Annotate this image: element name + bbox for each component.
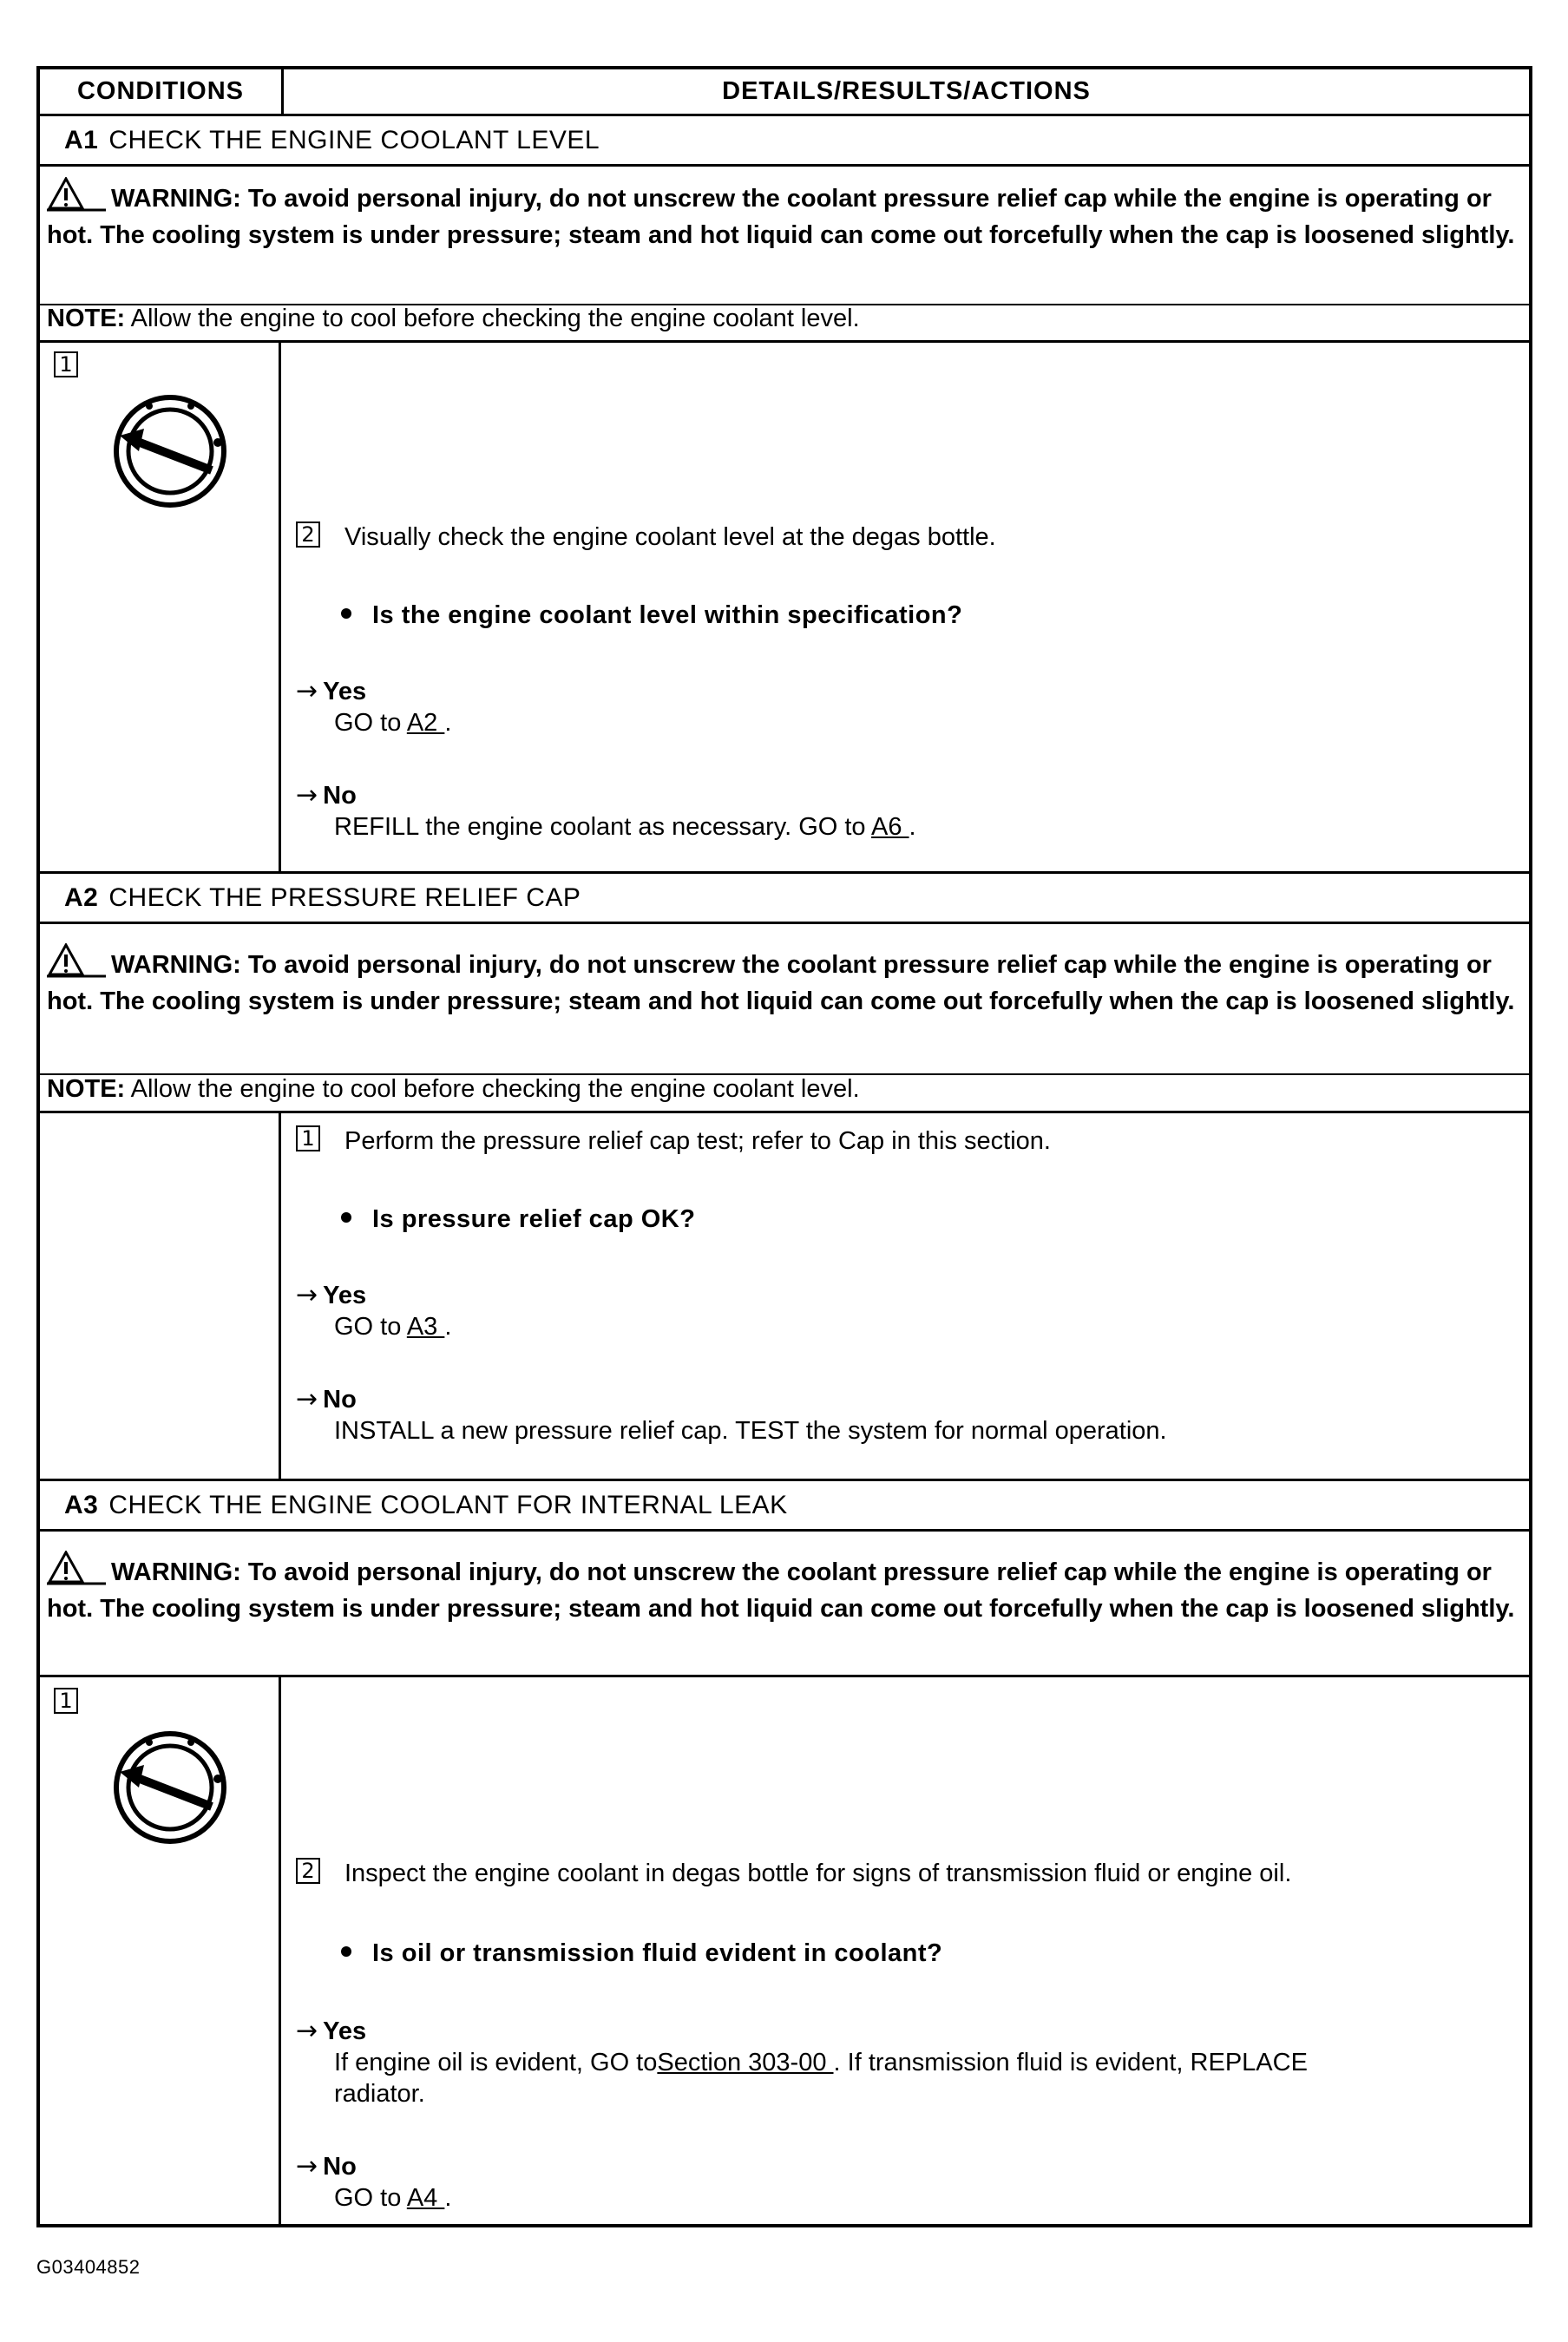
step-a3-conditions [40, 1677, 281, 2224]
step-number-box: 1 [54, 1688, 78, 1714]
step-a2-no-action: INSTALL a new pressure relief cap. TEST the system for normal operation. [334, 1417, 1167, 1445]
step-a2-warning-block [40, 924, 1529, 1113]
details-header: DETAILS/RESULTS/ACTIONS [722, 77, 1091, 105]
step-a1-warning [40, 167, 1529, 251]
step-a1-note [47, 305, 860, 333]
yes-label: Yes [323, 1282, 367, 1309]
step-a2-warning-text: WARNING: To avoid personal injury, do not unscrew the coolant pressure relief cap while the engine is operating or hot. The cooling system is under pressure; steam and hot liquid can come out forcefully when the cap is loosened slightly. [47, 951, 1515, 1015]
warning-triangle-icon [47, 1551, 106, 1593]
step-a3-question [341, 1938, 942, 1969]
warning-triangle-icon [47, 943, 106, 986]
step-a3-warning-text: WARNING: To avoid personal injury, do not unscrew the coolant pressure relief cap while the engine is operating or hot. The cooling system is under pressure; steam and hot liquid can come out forcefully when the cap is loosened slightly. [47, 1558, 1515, 1623]
step-a2-no [296, 1384, 357, 1415]
step-a2-title-text: CHECK THE PRESSURE RELIEF CAP [108, 882, 581, 912]
step-a2-question [341, 1204, 695, 1235]
no-label: No [323, 2153, 357, 2181]
step-a1-title-text: CHECK THE ENGINE COOLANT LEVEL [108, 125, 600, 154]
note-text: Allow the engine to cool before checking the engine coolant level. [125, 305, 860, 332]
step-number-box: 2 [296, 522, 320, 548]
question-text: Is oil or transmission fluid evident in coolant? [372, 1939, 943, 1967]
yes-label: Yes [323, 2017, 367, 2045]
table-header [40, 69, 1529, 116]
link-a3[interactable]: A3 [406, 1313, 445, 1341]
right-arrow-icon: → [296, 2151, 318, 2181]
bullet-icon [341, 608, 351, 619]
right-arrow-icon: → [296, 780, 318, 810]
action-suffix: . [444, 709, 452, 737]
step-a1-no [296, 780, 357, 811]
step-a3-body [40, 1677, 1529, 2224]
step-a2-yes-action [334, 1311, 451, 1342]
step-number-box: 1 [296, 1125, 320, 1151]
link-section-303-00[interactable]: Section 303-00 [657, 2049, 834, 2076]
question-text: Is pressure relief cap OK? [372, 1205, 696, 1233]
link-a4[interactable]: A4 [406, 2184, 445, 2212]
step-a3-title [40, 1481, 1529, 1532]
note-label: NOTE: [47, 305, 126, 332]
step-a2-conditions [40, 1113, 281, 1479]
step-a3-warning [40, 1532, 1529, 1624]
step-a2-details [284, 1113, 1529, 1479]
ignition-off-gauge-icon [109, 1727, 231, 1853]
action-text: GO to [334, 1313, 407, 1341]
step-a2-note [47, 1075, 860, 1104]
link-a2[interactable]: A2 [406, 709, 445, 737]
step-a3-no-action [334, 2182, 451, 2214]
step-a1-details [284, 343, 1529, 871]
step-a2-warning [40, 924, 1529, 1017]
step-a2-id: A2 [64, 882, 99, 912]
right-arrow-icon: → [296, 1384, 318, 1414]
step-a1-title [40, 116, 1529, 167]
right-arrow-icon: → [296, 2016, 318, 2046]
no-label: No [323, 1386, 357, 1414]
step-a1-yes-action [334, 707, 451, 738]
step-a1-yes [296, 676, 366, 707]
step-a1-warning-block [40, 167, 1529, 343]
step-a3-yes-action [334, 2047, 1308, 2078]
step-a3-warning-block [40, 1532, 1529, 1677]
action-text: GO to [334, 2184, 407, 2212]
note-text: Allow the engine to cool before checking the engine coolant level. [125, 1075, 860, 1103]
step-a1-no-action [334, 811, 916, 843]
note-label: NOTE: [47, 1075, 126, 1103]
step-a1-warning-text: WARNING: To avoid personal injury, do not unscrew the coolant pressure relief cap while the engine is operating or hot. The cooling system is under pressure; steam and hot liquid can come out forcefully when the cap is loosened slightly. [47, 185, 1515, 249]
step-a3-yes-action-line2: radiator. [334, 2080, 425, 2108]
action-text: REFILL the engine coolant as necessary. GO to [334, 813, 872, 841]
step-a2-instruction: Perform the pressure relief cap test; refer to Cap in this section. [344, 1127, 1051, 1155]
bullet-icon [341, 1212, 351, 1223]
action-suffix: . [444, 1313, 452, 1341]
step-a3-id: A3 [64, 1490, 99, 1519]
bullet-icon [341, 1946, 351, 1957]
step-a2-title [40, 874, 1529, 924]
question-text: Is the engine coolant level within specification? [372, 601, 963, 629]
step-a3-details [284, 1677, 1529, 2224]
right-arrow-icon: → [296, 676, 318, 706]
diagnostic-table [36, 66, 1532, 2227]
action-text: GO to [334, 709, 407, 737]
step-a1-question [341, 600, 962, 631]
yes-label: Yes [323, 678, 367, 705]
step-a1-conditions [40, 343, 281, 871]
step-a1-body [40, 343, 1529, 874]
step-a3-yes [296, 2016, 366, 2047]
link-a6[interactable]: A6 [871, 813, 909, 841]
warning-triangle-icon [47, 177, 106, 220]
right-arrow-icon: → [296, 1280, 318, 1310]
step-a3-instruction: Inspect the engine coolant in degas bottle for signs of transmission fluid or engine oil. [344, 1860, 1292, 1887]
step-a1-instruction: Visually check the engine coolant level at the degas bottle. [344, 523, 996, 551]
action-suffix: . [909, 813, 916, 841]
conditions-header: CONDITIONS [40, 69, 284, 114]
action-suffix: . [444, 2184, 452, 2212]
step-number-box: 2 [296, 1858, 320, 1884]
step-a3-title-text: CHECK THE ENGINE COOLANT FOR INTERNAL LEAK [108, 1490, 788, 1519]
figure-code: G03404852 [36, 2256, 141, 2278]
step-a3-no [296, 2151, 357, 2182]
ignition-off-gauge-icon [109, 390, 231, 516]
step-a2-yes [296, 1280, 366, 1311]
action-text: If engine oil is evident, GO to [334, 2049, 658, 2076]
step-number-box: 1 [54, 351, 78, 377]
step-a1-id: A1 [64, 125, 99, 154]
no-label: No [323, 782, 357, 810]
action-suffix: . If transmission fluid is evident, REPLACE [833, 2049, 1308, 2076]
step-a2-body [40, 1113, 1529, 1481]
